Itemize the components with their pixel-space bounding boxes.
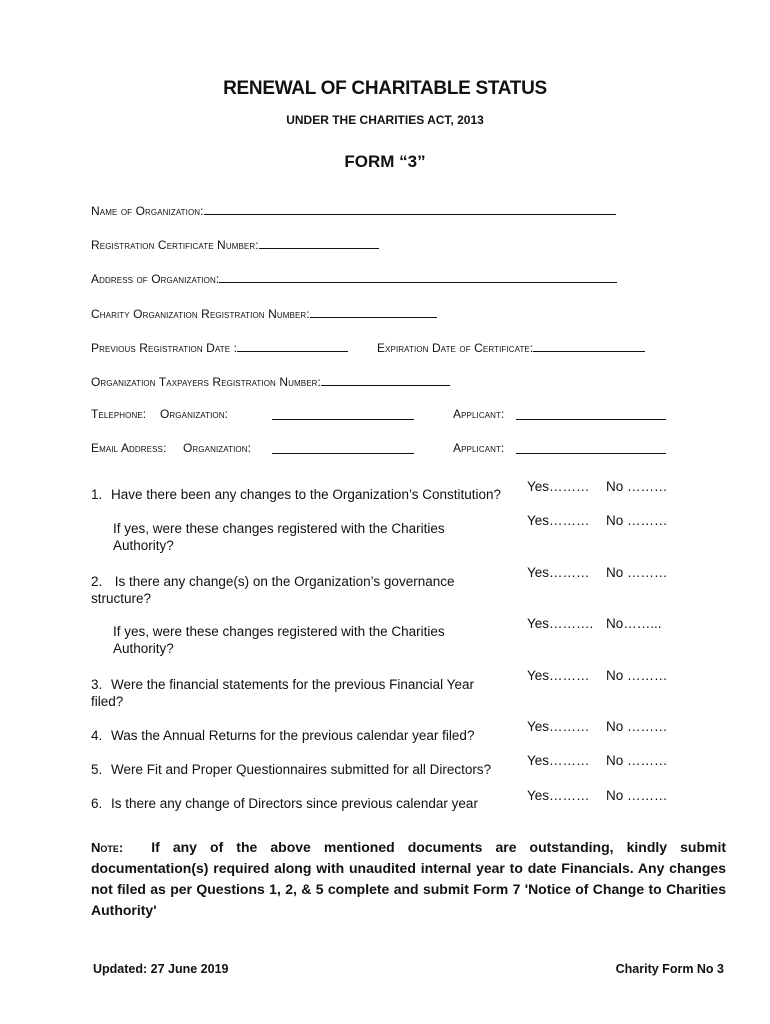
- no-option[interactable]: No ………: [606, 513, 668, 528]
- email-org-label: Organization:: [183, 441, 252, 455]
- question-text: Was the Annual Returns for the previous calendar year filed?: [111, 728, 475, 743]
- question-text: If yes, were these changes registered with the Charities Authority?: [113, 521, 445, 553]
- yes-option[interactable]: Yes………: [527, 668, 590, 683]
- form-title: RENEWAL OF CHARITABLE STATUS: [223, 78, 547, 99]
- question-number: 6.: [91, 796, 103, 811]
- question-number: 2.: [91, 574, 103, 589]
- email-applicant-label: Applicant:: [453, 441, 505, 455]
- question-text: Is there any change(s) on the Organization’s governance structure?: [91, 574, 455, 606]
- question-1: [91, 486, 501, 503]
- yes-option[interactable]: Yes………: [527, 513, 590, 528]
- charity-reg-field[interactable]: [310, 305, 437, 318]
- email-label: Email Address:: [91, 441, 167, 455]
- yes-option[interactable]: Yes………: [527, 719, 590, 734]
- address-field[interactable]: [219, 270, 617, 283]
- yes-option[interactable]: Yes………: [527, 788, 590, 803]
- question-text: Is there any change of Directors since previous calendar year: [111, 796, 478, 811]
- reg-cert-row: [91, 236, 379, 252]
- question-5: [91, 761, 491, 778]
- yes-option[interactable]: Yes………: [527, 565, 590, 580]
- tel-org-label: Organization:: [160, 407, 229, 421]
- org-name-row: [91, 202, 616, 218]
- taxpayer-row: [91, 373, 450, 389]
- question-2-followup: [91, 623, 451, 657]
- tel-applicant-label: Applicant:: [453, 407, 505, 421]
- taxpayer-label: Organization Taxpayers Registration Number:: [91, 375, 321, 389]
- address-label: Address of Organization:: [91, 272, 220, 286]
- form-number-heading: FORM “3”: [344, 152, 426, 171]
- question-3: [91, 676, 491, 710]
- prev-reg-date-row: [91, 339, 348, 355]
- tel-applicant-field[interactable]: [516, 407, 666, 420]
- question-4: [91, 727, 474, 744]
- question-text: Have there been any changes to the Organization’s Constitution?: [111, 487, 502, 502]
- telephone-label: Telephone:: [91, 407, 147, 421]
- no-option[interactable]: No ………: [606, 719, 668, 734]
- question-number: 5.: [91, 762, 103, 777]
- updated-date: Updated: 27 June 2019: [93, 962, 229, 976]
- no-option[interactable]: No ………: [606, 753, 668, 768]
- question-number: 1.: [91, 487, 103, 502]
- yes-option[interactable]: Yes………: [527, 753, 590, 768]
- note-text: If any of the above mentioned documents are outstanding, kindly submit documentation(s) required along with unaudited internal year to date Financials. Any changes not filed as per Questions 1, 2, & 5 complete and submit Form 7 'Notice of Change to Charities Authority': [91, 839, 726, 918]
- question-text: Were the financial statements for the previous Financial Year filed?: [91, 677, 474, 709]
- form-subtitle: UNDER THE CHARITIES ACT, 2013: [286, 113, 484, 127]
- note-label: Note:: [91, 840, 124, 855]
- question-6: [91, 795, 478, 812]
- no-option[interactable]: No……...: [606, 616, 662, 631]
- reg-cert-field[interactable]: [259, 236, 379, 249]
- yes-option[interactable]: Yes……….: [527, 616, 594, 631]
- note-block: [91, 837, 726, 921]
- no-option[interactable]: No ………: [606, 479, 668, 494]
- org-name-field[interactable]: [204, 202, 616, 215]
- no-option[interactable]: No ………: [606, 668, 668, 683]
- prev-reg-date-label: Previous Registration Date :: [91, 341, 238, 355]
- taxpayer-field[interactable]: [321, 373, 450, 386]
- tel-org-field[interactable]: [272, 407, 414, 420]
- question-number: 4.: [91, 728, 103, 743]
- question-1-followup: [91, 520, 451, 554]
- form-id: Charity Form No 3: [615, 962, 724, 976]
- reg-cert-label: Registration Certificate Number:: [91, 238, 259, 252]
- question-text: If yes, were these changes registered with the Charities Authority?: [113, 624, 445, 656]
- expiration-label: Expiration Date of Certificate:: [377, 341, 534, 355]
- charity-reg-label: Charity Organization Registration Number:: [91, 307, 310, 321]
- address-row: [91, 270, 617, 286]
- no-option[interactable]: No ………: [606, 788, 668, 803]
- org-name-label: Name of Organization:: [91, 204, 204, 218]
- email-org-field[interactable]: [272, 441, 414, 454]
- prev-reg-date-field[interactable]: [237, 339, 348, 352]
- question-number: 3.: [91, 677, 103, 692]
- no-option[interactable]: No ………: [606, 565, 668, 580]
- email-applicant-field[interactable]: [516, 441, 666, 454]
- expiration-row: [377, 339, 645, 355]
- charity-reg-row: [91, 305, 437, 321]
- yes-option[interactable]: Yes………: [527, 479, 590, 494]
- question-text: Were Fit and Proper Questionnaires submitted for all Directors?: [111, 762, 492, 777]
- question-2: [91, 573, 481, 607]
- expiration-field[interactable]: [533, 339, 645, 352]
